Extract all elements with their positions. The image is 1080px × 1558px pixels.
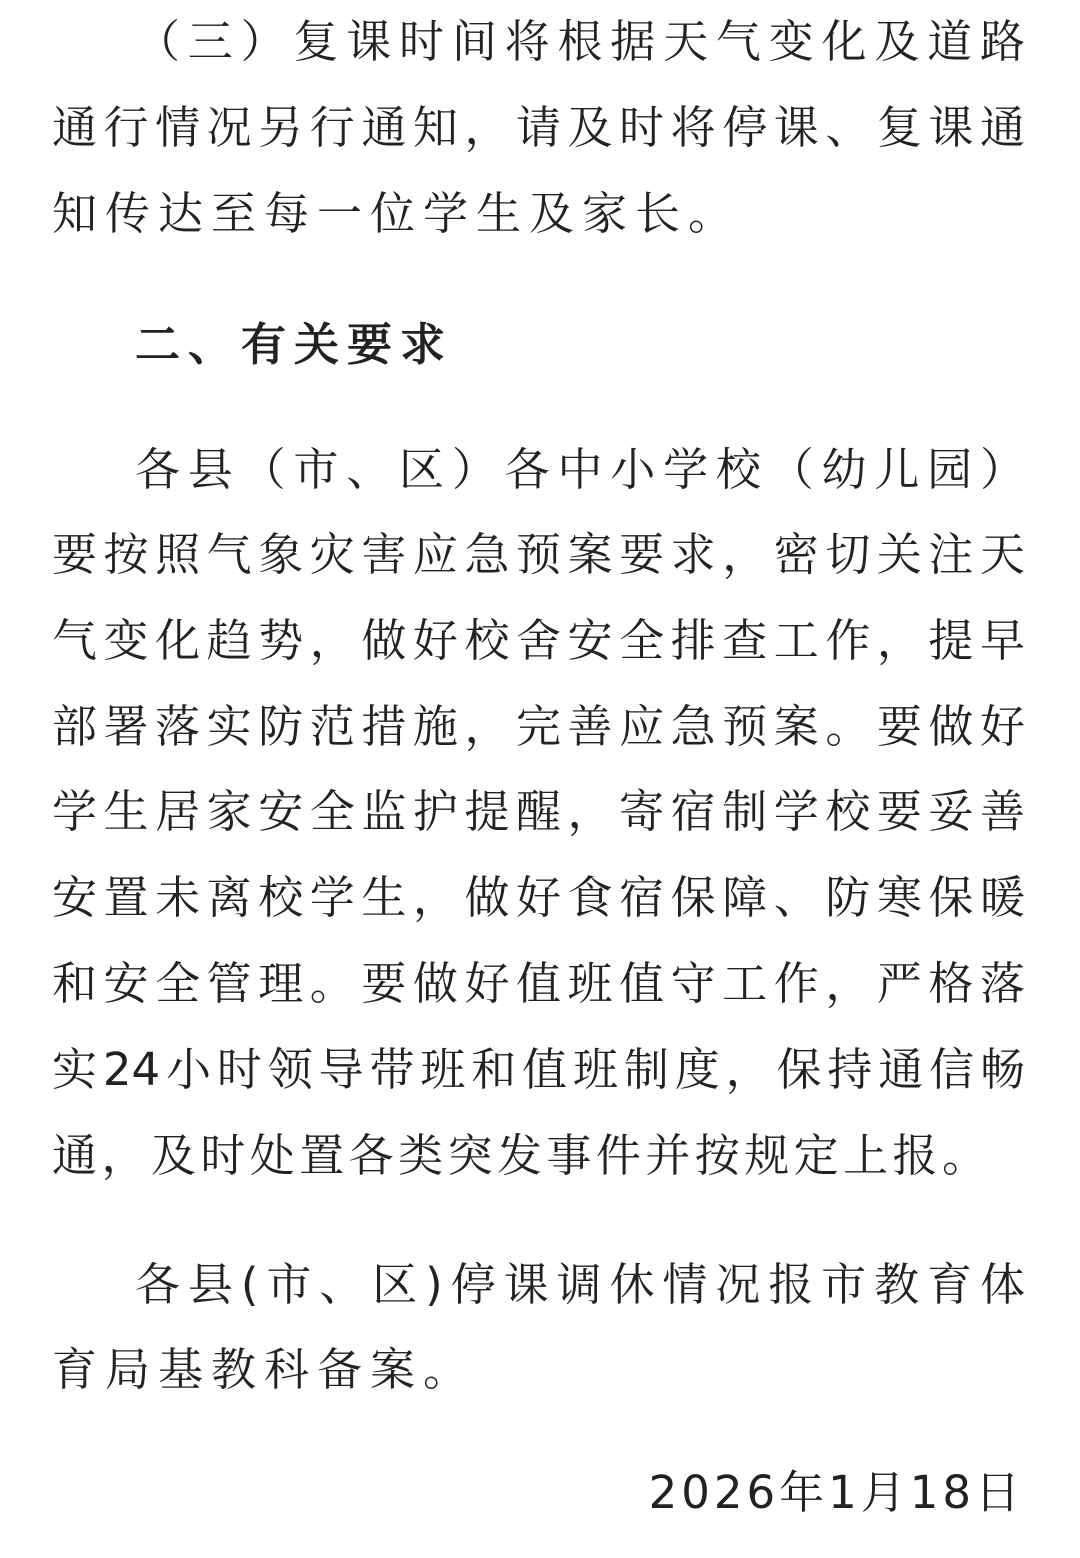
text-line: 知传达至每一位学生及家长。 <box>52 187 742 240</box>
text-line: 气变化趋势，做好校舍安全排查工作，提早 <box>52 614 1025 667</box>
text-line: 育局基教科备案。 <box>52 1343 477 1396</box>
text-line: 通行情况另行通知，请及时将停课、复课通 <box>52 101 1025 154</box>
text-line: 要按照气象灾害应急预案要求，密切关注天 <box>52 528 1025 581</box>
text-line: 安置未离校学生，做好食宿保障、防寒保暖 <box>52 871 1025 924</box>
document-date: 2026年1月18日 <box>648 1466 1024 1519</box>
text-line: 各县(市、区)停课调休情况报市教育体 <box>135 1258 1025 1311</box>
text-line: 学生居家安全监护提醒，寄宿制学校要妥善 <box>52 785 1025 838</box>
section-heading: 二、有关要求 <box>135 318 454 371</box>
text-line: （三）复课时间将根据天气变化及道路 <box>135 15 1025 68</box>
text-line: 通，及时处置各类突发事件并按规定上报。 <box>52 1129 987 1182</box>
text-line: 实24小时领导带班和值班制度，保持通信畅 <box>52 1043 1025 1096</box>
text-line: 各县（市、区）各中小学校（幼儿园） <box>135 443 1025 496</box>
text-line: 和安全管理。要做好值班值守工作，严格落 <box>52 957 1025 1010</box>
text-line: 部署落实防范措施，完善应急预案。要做好 <box>52 700 1025 753</box>
